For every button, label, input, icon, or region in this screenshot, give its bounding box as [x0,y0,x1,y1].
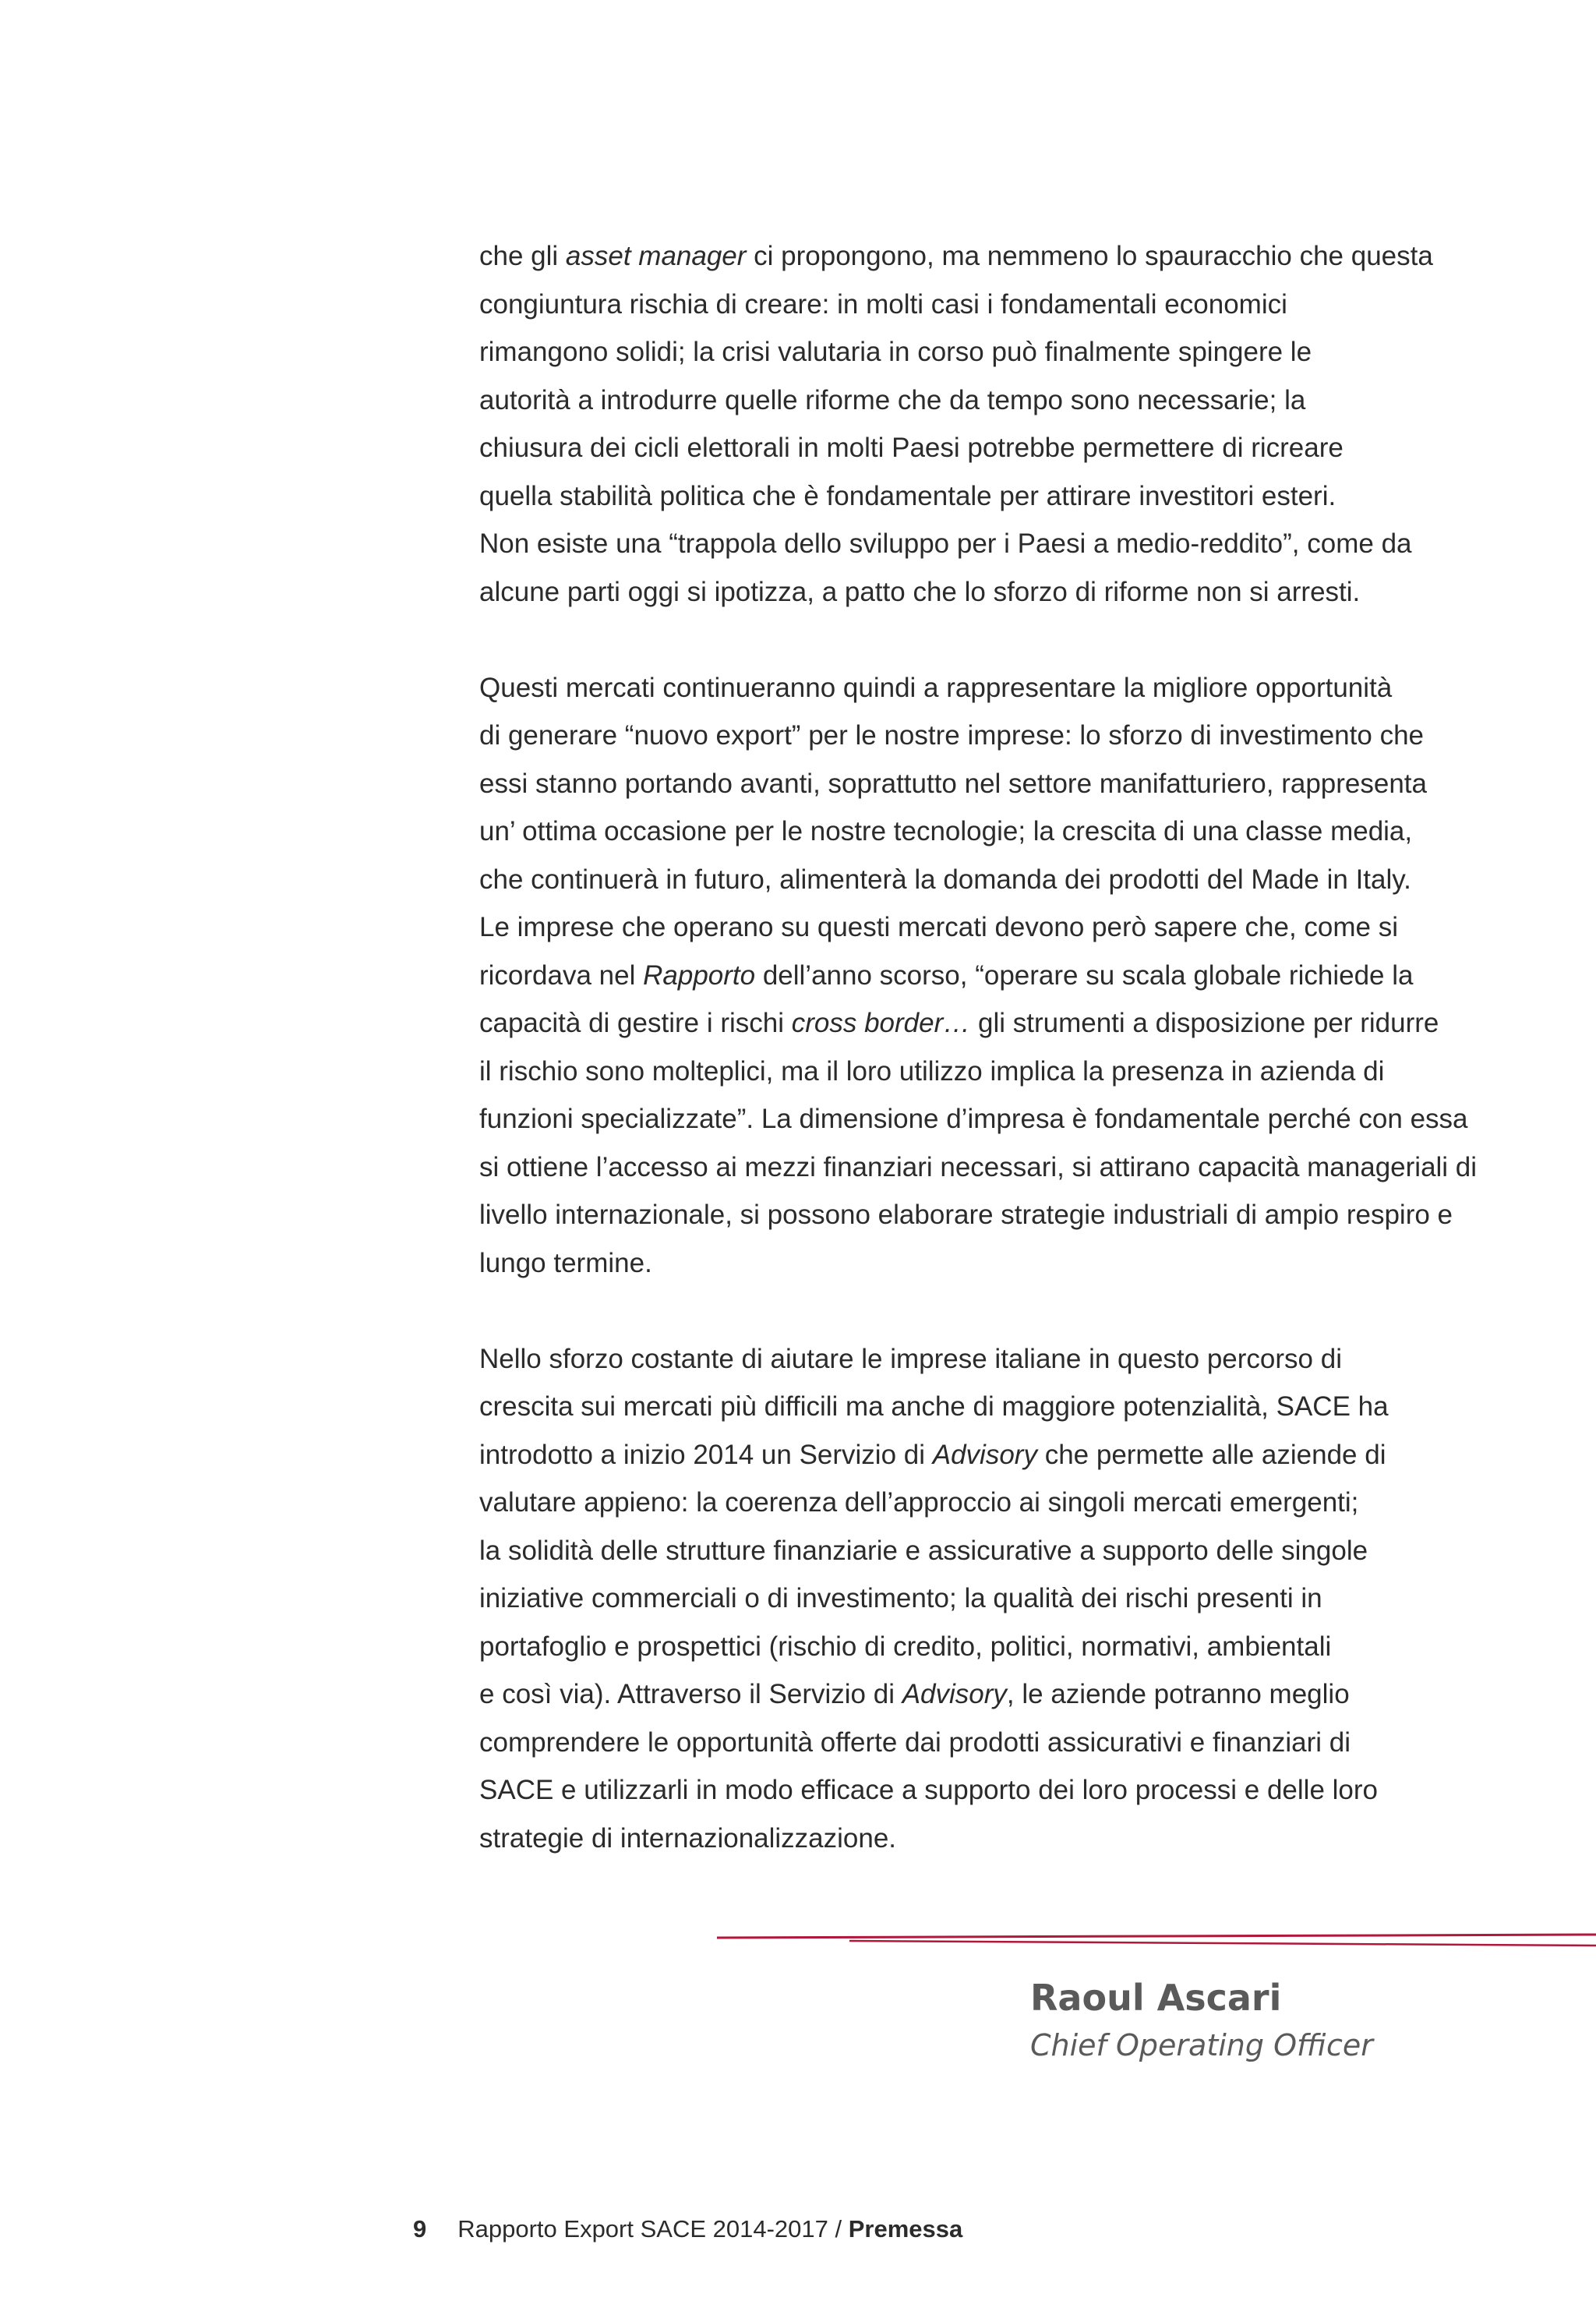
text-line [479,520,1485,568]
text-line [479,1766,1485,1815]
text-run: strategie di internazionalizzazione. [479,1822,897,1854]
text-line [479,376,1485,425]
text-run: Non esiste una “trappola dello sviluppo per i Paesi a medio-reddito”, come da [479,528,1412,559]
text-line [479,1239,1485,1288]
paragraph [479,664,1485,1288]
text-run: autorità a introdurre quelle riforme che da tempo sono necessarie; la [479,384,1306,415]
text-run: introdotto a inizio 2014 un Servizio di [479,1439,933,1470]
text-line [479,903,1485,952]
text-run: capacità di gestire i rischi [479,1008,792,1038]
text-line [479,1095,1485,1143]
text-run: il rischio sono molteplici, ma il loro utilizzo implica la presenza in azienda di [479,1055,1385,1087]
signature-block [1030,1972,1373,2067]
text-run: si ottiene l’accesso ai mezzi finanziari necessari, si attirano capacità manageriali di [479,1151,1478,1182]
text-run: che permette alle aziende di [1036,1439,1386,1470]
text-run: chiusura dei cicli elettorali in molti Paesi potrebbe permettere di ricreare [479,433,1344,463]
text-run: congiuntura rischia di creare: in molti casi i fondamentali economici [479,288,1287,320]
emphasized-text: Advisory [902,1679,1007,1709]
text-line [479,1719,1485,1767]
page-footer [413,2215,962,2243]
text-run: dell’anno scorso, “operare su scala globale richiede la [755,960,1414,991]
text-line [479,952,1485,1000]
emphasized-text: asset manager [565,241,747,271]
text-run: SACE e utilizzarli in modo efficace a supporto dei loro processi e delle loro [479,1775,1379,1805]
text-line [479,1335,1485,1384]
text-run: ricordava nel [479,960,644,991]
text-run: di generare “nuovo export” per le nostre imprese: lo sforzo di investimento che [479,720,1424,751]
text-run: un’ ottima occasione per le nostre tecnologie; la crescita di una classe media, [479,816,1413,846]
text-line [479,1575,1485,1623]
text-run: alcune parti oggi si ipotizza, a patto che lo sforzo di riforme non si arresti. [479,576,1361,607]
text-line [479,808,1485,856]
decorative-red-rule [717,1928,1596,1952]
text-run: rimangono solidi; la crisi valutaria in corso può finalmente spingere le [479,337,1312,367]
text-line [479,1623,1485,1671]
text-run: valutare appieno: la coerenza dell’approccio ai singoli mercati emergenti; [479,1487,1359,1518]
text-line [479,999,1485,1048]
text-run: portafoglio e prospettici (rischio di credito, politici, normativi, ambientali [479,1631,1332,1662]
text-line [479,1048,1485,1096]
paragraph [479,232,1485,616]
emphasized-text: cross border… [791,1008,971,1038]
text-line [479,281,1485,329]
text-run: gli strumenti a disposizione per ridurre [970,1008,1439,1038]
page-number: 9 [413,2215,427,2242]
text-line [479,856,1485,904]
text-run: che gli [479,241,566,271]
text-run: la solidità delle strutture finanziarie e assicurative a supporto delle singole [479,1535,1368,1566]
emphasized-text: Rapporto [643,960,756,991]
emphasized-text: Advisory [932,1439,1037,1470]
text-run: comprendere le opportunità offerte dai prodotti assicurativi e finanziari di [479,1726,1351,1758]
text-line [479,328,1485,376]
text-line [479,1479,1485,1527]
text-run: Le imprese che operano su questi mercati devono però sapere che, come si [479,912,1398,942]
text-line [479,712,1485,760]
text-line [479,664,1485,712]
text-run: , le aziende potranno meglio [1006,1679,1350,1709]
text-line [479,1527,1485,1575]
text-line [479,424,1485,472]
text-run: quella stabilità politica che è fondamentale per attirare investitori esteri. [479,480,1336,511]
text-line [479,1383,1485,1431]
text-line [479,1670,1485,1719]
body-text [479,232,1485,1910]
text-run: ci propongono, ma nemmeno lo spauracchio che questa [746,241,1433,271]
signature-name: Raoul Ascari [1030,1977,1282,2019]
text-line [479,232,1485,281]
paragraph [479,1335,1485,1863]
text-line [479,568,1485,617]
text-run: Nello sforzo costante di aiutare le imprese italiane in questo percorso di [479,1343,1342,1374]
text-run: lungo termine. [479,1247,652,1278]
text-line [479,472,1485,521]
report-title: Rapporto Export SACE 2014-2017 / [457,2215,849,2242]
section-title: Premessa [848,2215,963,2242]
text-line [479,1191,1485,1239]
text-run: livello internazionale, si possono elaborare strategie industriali di ampio respiro e [479,1200,1453,1230]
text-run: Questi mercati continueranno quindi a rappresentare la migliore opportunità [479,672,1393,703]
text-run: funzioni specializzate”. La dimensione d’impresa è fondamentale perché con essa [479,1104,1468,1134]
text-run: che continuerà in futuro, alimenterà la domanda dei prodotti del Made in Italy. [479,864,1411,895]
text-line [479,1431,1485,1479]
text-line [479,760,1485,808]
signature-role: Chief Operating Officer [1030,2028,1373,2062]
text-run: iniziative commerciali o di investimento; la qualità dei rischi presenti in [479,1583,1322,1613]
text-line [479,1815,1485,1863]
text-run: essi stanno portando avanti, soprattutto nel settore manifatturiero, rappresenta [479,768,1427,799]
text-line [479,1143,1485,1192]
text-run: crescita sui mercati più difficili ma anche di maggiore potenzialità, SACE ha [479,1391,1389,1422]
text-run: e così via). Attraverso il Servizio di [479,1679,902,1709]
